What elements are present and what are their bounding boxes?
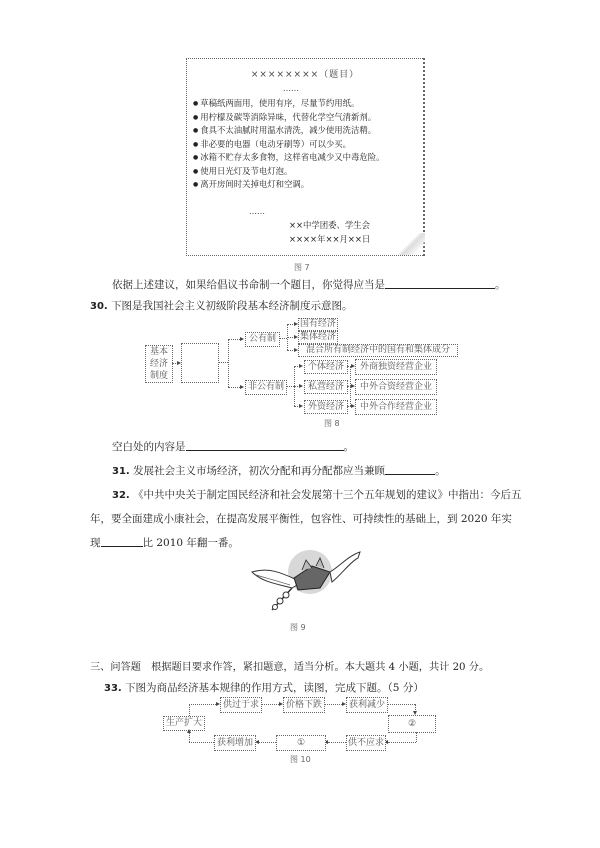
q32-text-line1: 《中共中央关于制定国民经济和社会发展第十三个五年规划的建议》中指出：今后五 xyxy=(133,489,522,501)
q31-number: 31. xyxy=(112,466,130,477)
node-collective-economy: 集体经济 xyxy=(299,332,336,342)
node-mixed-ownership-component: 混合所有制经济中的国有和集体成分 xyxy=(298,344,458,357)
q29-text: 依据上述建议，如果给倡议书命制一个题目，你觉得应当是 xyxy=(112,279,385,291)
proposal-item: ● 冰箱不贮存太多食物，这样省电减少又中毒危险。 xyxy=(193,151,385,165)
node-profit-increases: 获利增加 xyxy=(214,735,256,751)
ellipsis-bottom: …… xyxy=(249,207,265,216)
proposal-item: ● 用柠檬及碳等消除异味，代替化学空气清新剂。 xyxy=(193,111,385,125)
node-cooperative-enterprise: 中外合作经营企业 xyxy=(355,399,437,415)
figure-10-caption: 图 10 xyxy=(290,755,311,764)
q30-text: 下图是我国社会主义初级阶段基本经济制度示意图。 xyxy=(111,300,353,312)
node-individual-economy: 个体经济 xyxy=(304,360,348,374)
section-3-heading: 三、问答题 根据题目要求作答，紧扣题意，适当分析。本大题共 4 小题，共计 20 分。 xyxy=(90,662,490,673)
q30-number: 30. xyxy=(90,301,108,312)
proposal-title: ××××××××（题目） xyxy=(250,70,360,80)
figure-8-caption: 图 8 xyxy=(324,419,340,428)
node-blank-1: ① xyxy=(276,735,326,751)
node-supply-less-than-demand: 供不应求 xyxy=(346,735,386,751)
ellipsis-top: …… xyxy=(283,84,299,93)
proposal-signature: ××中学团委、学生会 xyxy=(289,220,371,230)
node-wholly-foreign-enterprise: 外商独资经营企业 xyxy=(355,359,437,375)
figure-9-caption: 图 9 xyxy=(290,623,306,632)
node-state-economy: 国有经济 xyxy=(299,319,336,329)
node-price-falls: 价格下跌 xyxy=(283,697,325,713)
proposal-item: ● 草稿纸两面用，使用有序，尽量节约用纸。 xyxy=(193,97,385,111)
q32-text-line3-post: 比 2010 年翻一番。 xyxy=(142,537,239,549)
node-foreign-economy: 外资经济 xyxy=(304,400,348,414)
node-public-ownership: 公有制 xyxy=(245,332,280,347)
node-supply-exceeds-demand: 供过于求 xyxy=(220,697,262,713)
q32-text-line3-pre: 现 xyxy=(90,537,101,549)
proposal-item: ● 非必要的电器（电动牙刷等）可以少买。 xyxy=(193,138,385,152)
q31-text: 发展社会主义市场经济，初次分配和再分配都应当兼顾 xyxy=(133,465,386,477)
proposal-date: ××××年××月××日 xyxy=(289,234,371,244)
proposal-item: ● 离开房间时关掉电灯和空调。 xyxy=(193,178,385,192)
node-joint-venture: 中外合资经营企业 xyxy=(355,379,437,395)
q32-number: 32. xyxy=(112,490,130,501)
q30-end: 。 xyxy=(343,441,354,453)
root-line: 经济 xyxy=(149,359,168,369)
q33-number: 33. xyxy=(104,683,122,694)
figure-7-caption: 图 7 xyxy=(294,263,310,272)
node-non-public-ownership: 非公有制 xyxy=(245,380,287,395)
q30-answer-prompt: 空白处的内容是 xyxy=(112,441,186,453)
proposal-item: ● 使用日光灯及节电灯泡。 xyxy=(193,165,385,179)
q32-line2: 年，要全面建成小康社会，在提高发展平衡性，包容性、可持续性的基础上，到 2020 年实 xyxy=(90,513,512,525)
node-private-economy: 私营经济 xyxy=(304,380,348,394)
node-blank-2: ② xyxy=(388,715,436,733)
root-line: 制度 xyxy=(149,371,168,381)
q33-text: 下图为商品经济基本规律的作用方式，读图，完成下题。（5 分） xyxy=(125,682,424,694)
q31-end: 。 xyxy=(435,465,446,477)
root-line: 基本 xyxy=(149,347,168,357)
node-production-expands: 生产扩大 xyxy=(163,716,205,731)
node-profit-decreases: 获利减少 xyxy=(346,697,388,713)
q29-end: 。 xyxy=(495,279,506,291)
proposal-item: ● 食具不太油腻时用温水清洗，减少使用洗洁精。 xyxy=(193,124,385,138)
